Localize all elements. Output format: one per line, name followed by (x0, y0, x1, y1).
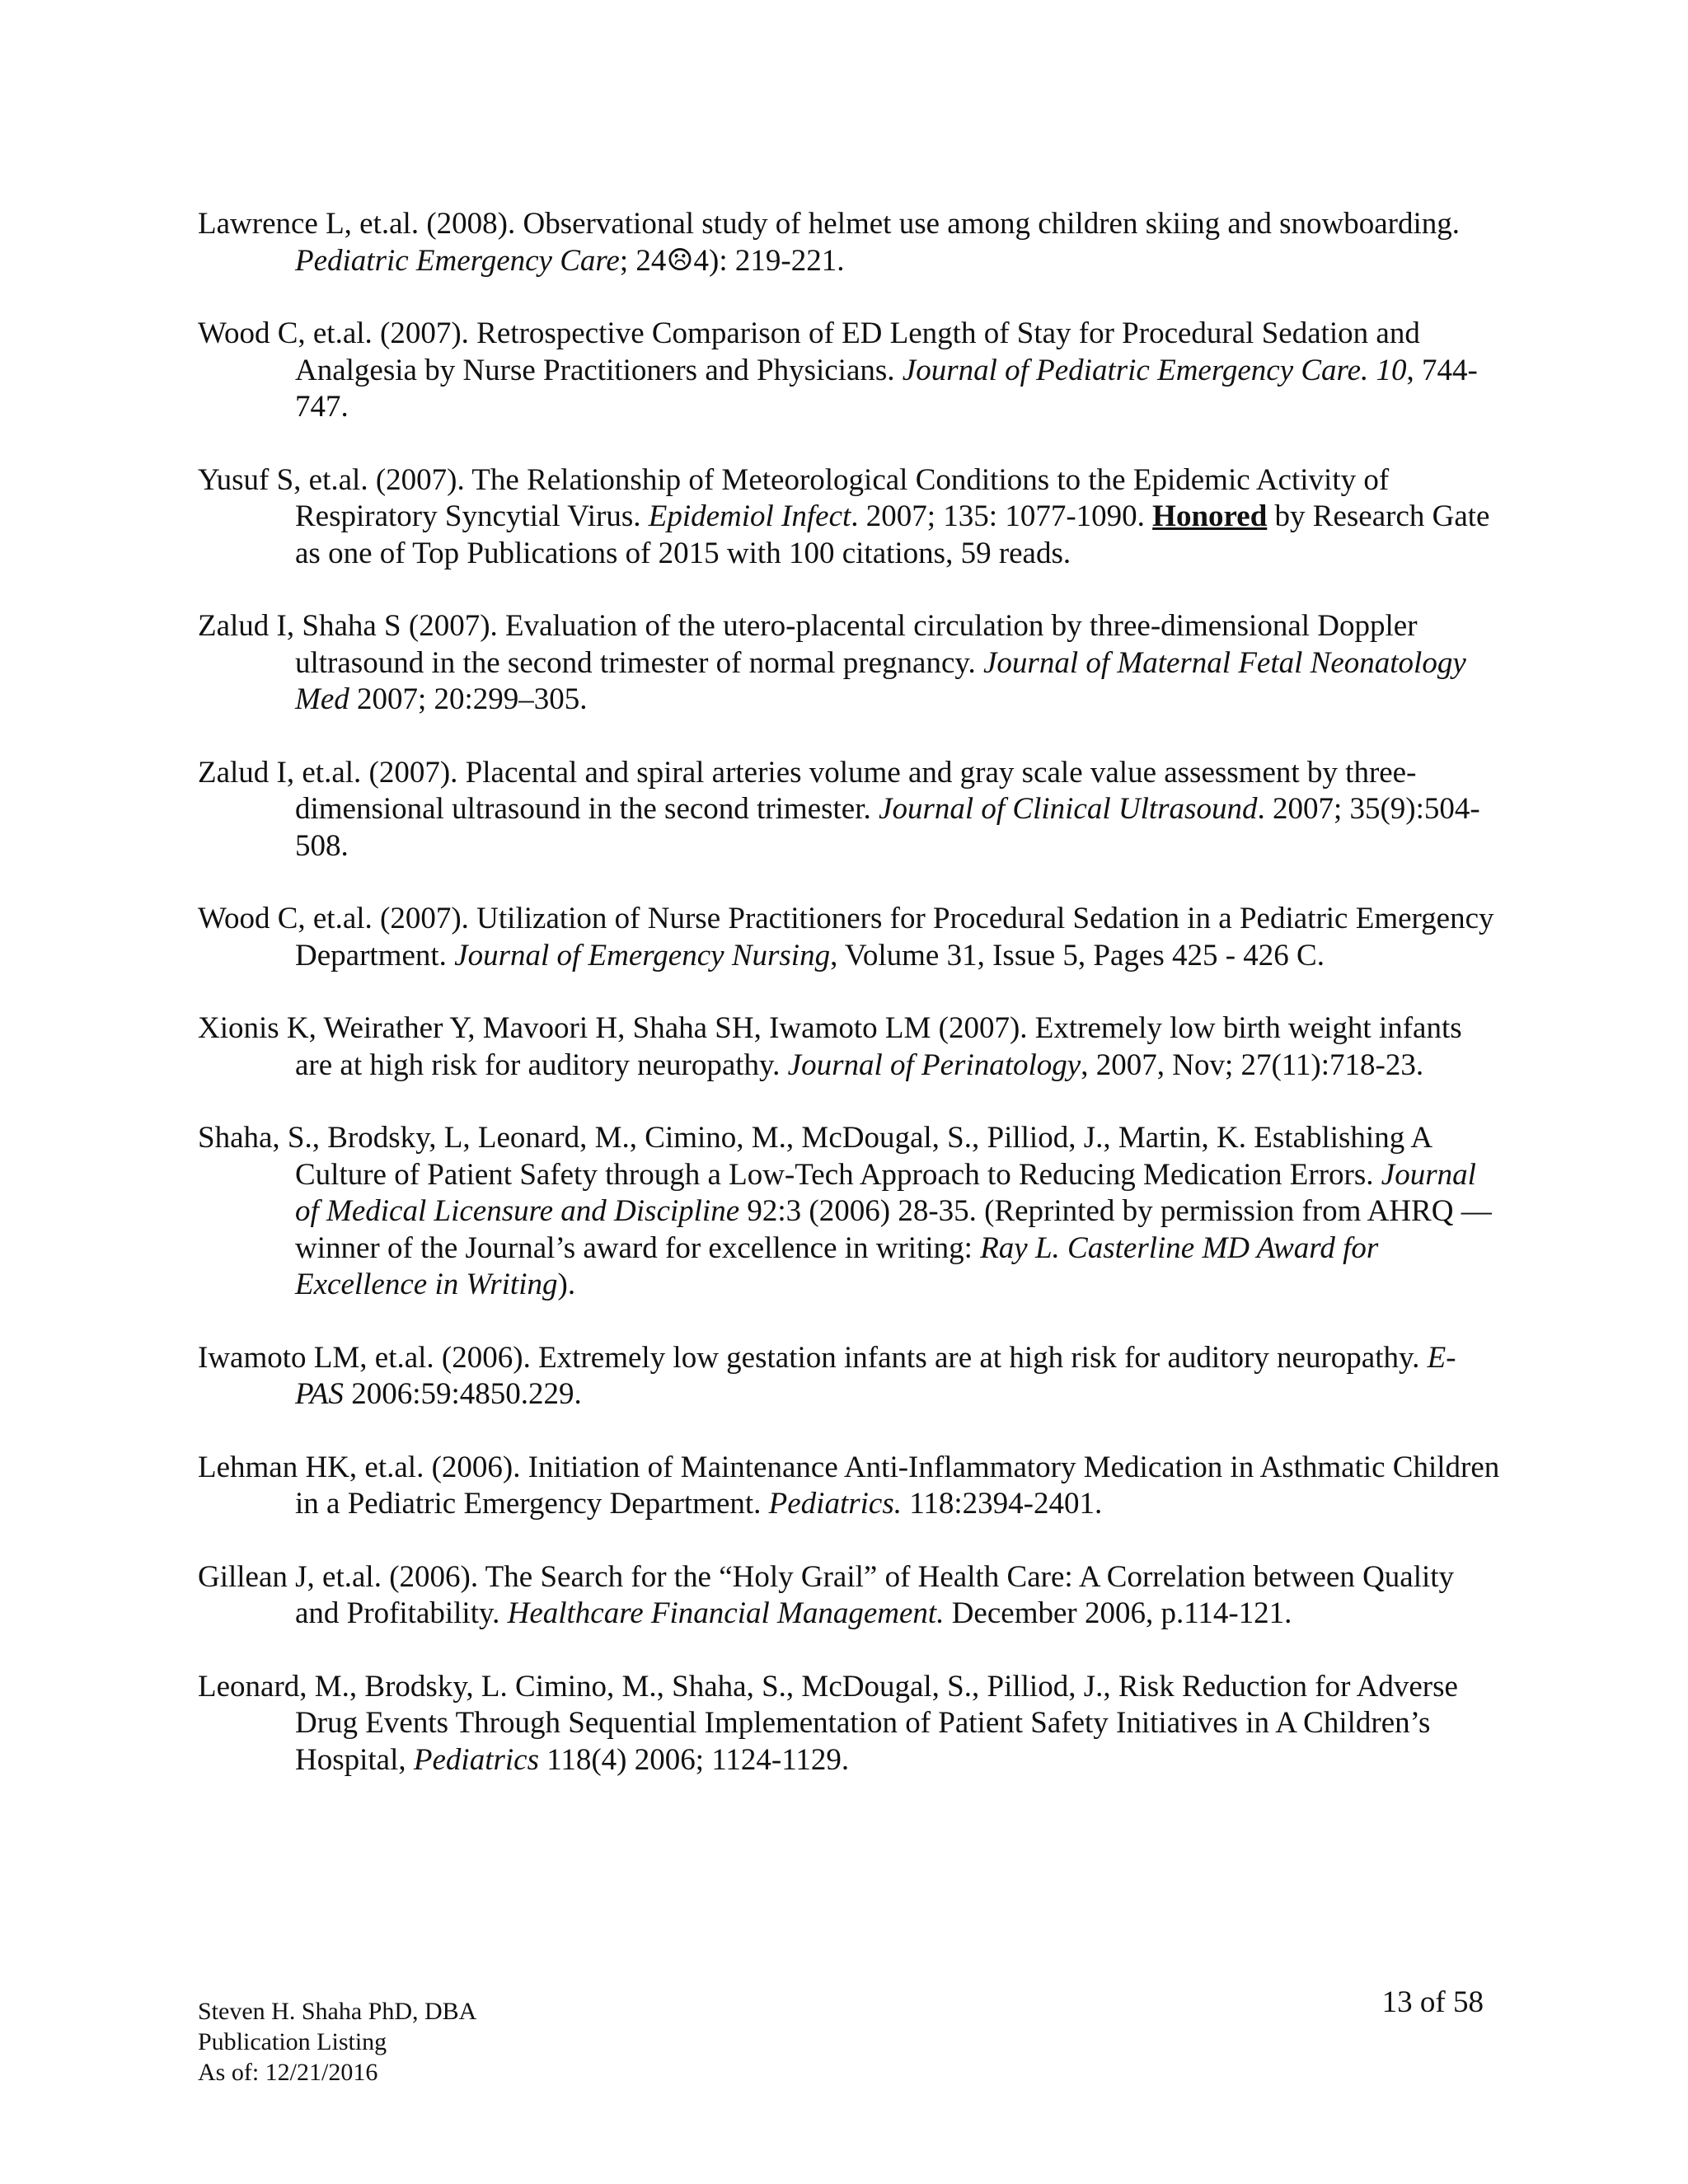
reference-entry (198, 755, 1500, 865)
reference-text: Zalud I, et.al. (2007). Placental and spiral arteries volume and gray scale value assessment by three-dimensional ultrasound in the second trimester. (198, 755, 1417, 826)
reference-text: , 2007, Nov; 27(11):718-23. (1081, 1047, 1424, 1082)
reference-entry (198, 1340, 1500, 1413)
reference-text: Wood C, et.al. (2007). Utilization of Nurse Practitioners for Procedural Sedation in a Pediatric Emergency Department. (198, 902, 1494, 972)
reference-text: Lehman HK, et.al. (2006). Initiation of Maintenance Anti-Inflammatory Medication in Asthmatic Children in a Pediatric Emergency Department. (198, 1450, 1500, 1521)
reference-text: 92:3 (2006) 28-35. (Reprinted by permission from AHRQ — winner of the Journal’s award for excellence in writing: (295, 1194, 1492, 1265)
reference-text: Xionis K, Weirather Y, Mavoori H, Shaha SH, Iwamoto LM (2007). Extremely low birth weight infants are at high risk for auditory neuropathy. (198, 1011, 1462, 1082)
reference-text: 118:2394-2401. (902, 1487, 1103, 1521)
reference-text: ; 24☹4): 219-221. (619, 243, 845, 278)
reference-list (198, 206, 1500, 1815)
journal-title: Healthcare Financial Management. (507, 1596, 945, 1630)
reference-text: Iwamoto LM, et.al. (2006). Extremely low gestation infants are at high risk for auditory neuropathy. (198, 1340, 1428, 1375)
footer-date: As of: 12/21/2016 (198, 2059, 378, 2086)
journal-title: Ray L. Casterline MD Award for Excellence in Writing (295, 1230, 1379, 1301)
reference-text: 2007; 20:299–305. (349, 682, 588, 716)
reference-text: Yusuf S, et.al. (2007). The Relationship of Meteorological Conditions to the Epidemic Activity of Respiratory Syncytial Virus. (198, 462, 1390, 533)
page-number: 13 of 58 (1381, 1985, 1484, 2019)
journal-title: E-PAS (295, 1340, 1456, 1411)
reference-text: . 2007; 135: 1077-1090. (851, 499, 1153, 533)
reference-text: Wood C, et.al. (2007). Retrospective Comparison of ED Length of Stay for Procedural Sedation and Analgesia by Nurse Practitioners and Physicians. (198, 316, 1420, 387)
journal-title: Pediatrics. (768, 1487, 902, 1521)
reference-text: Leonard, M., Brodsky, L. Cimino, M., Shaha, S., McDougal, S., Pilliod, J., Risk Reduction for Adverse Drug Events Through Sequential Implementation of Patient Safety Initiatives in A Children’s Hospital, (198, 1669, 1458, 1777)
journal-title: Journal of Perinatology (787, 1047, 1081, 1082)
reference-entry (198, 1559, 1500, 1633)
reference-entry (198, 462, 1500, 573)
journal-title: Epidemiol Infect (648, 499, 851, 533)
reference-text: 118(4) 2006; 1124-1129. (538, 1742, 850, 1777)
journal-title: Journal of Pediatric Emergency Care. 10 (902, 353, 1407, 387)
journal-title: Pediatric Emergency Care (295, 243, 620, 278)
reference-text: December 2006, p.114-121. (944, 1596, 1292, 1630)
reference-entry (198, 1450, 1500, 1523)
reference-entry (198, 206, 1500, 279)
reference-text: by Research Gate as one of Top Publications of 2015 with 100 citations, 59 reads. (295, 499, 1490, 570)
reference-text: . 2007; 35(9):504-508. (295, 792, 1480, 863)
journal-title: Journal of Emergency Nursing (454, 938, 831, 972)
reference-entry (198, 608, 1500, 719)
reference-text: Lawrence L, et.al. (2008). Observational study of helmet use among children skiing and snowboarding. (198, 207, 1460, 241)
reference-entry (198, 1669, 1500, 1779)
reference-entry (198, 901, 1500, 974)
footer-author: Steven H. Shaha PhD, DBA (198, 1998, 477, 2025)
reference-text: , 744-747. (295, 353, 1478, 424)
reference-entry (198, 316, 1500, 426)
journal-title: Journal of Clinical Ultrasound (879, 792, 1258, 826)
honor-emphasis: Honored (1152, 499, 1268, 533)
reference-text: , Volume 31, Issue 5, Pages 425 - 426 C. (830, 938, 1325, 972)
reference-text: ). (557, 1268, 576, 1301)
journal-title: Pediatrics (413, 1742, 539, 1777)
journal-title: Journal of Medical Licensure and Discipline (295, 1157, 1476, 1228)
reference-text: Zalud I, Shaha S (2007). Evaluation of the utero-placental circulation by three-dimensional Doppler ultrasound in the second trimester of normal pregnancy. (198, 609, 1418, 680)
journal-title: Journal of Maternal Fetal Neonatology Med (295, 645, 1466, 716)
reference-text: Shaha, S., Brodsky, L, Leonard, M., Cimino, M., McDougal, S., Pilliod, J., Martin, K. Establishing A Culture of Patient Safety through a Low-Tech Approach to Reducing Medication Errors. (198, 1121, 1432, 1192)
reference-entry (198, 1010, 1500, 1084)
footer-title: Publication Listing (198, 2028, 387, 2055)
reference-entry (198, 1120, 1500, 1304)
page-footer (198, 1996, 476, 2088)
reference-text: Gillean J, et.al. (2006). The Search for the “Holy Grail” of Health Care: A Correlation between Quality and Profitability. (198, 1559, 1455, 1630)
reference-text: 2006:59:4850.229. (343, 1377, 582, 1411)
